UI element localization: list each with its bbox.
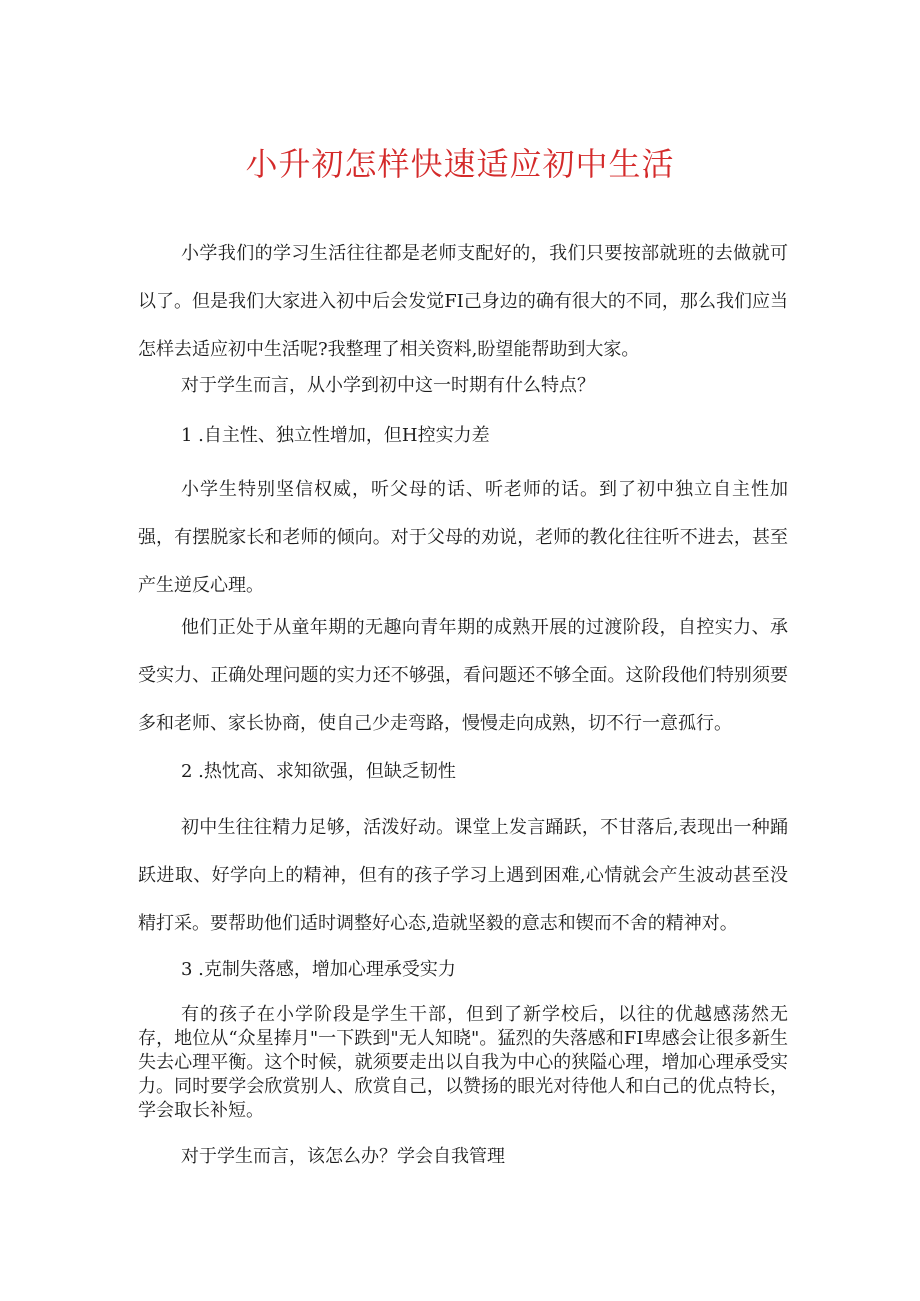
section-1-paragraph-b: 他们正处于从童年期的无趣向青年期的成熟开展的过渡阶段，自控实力、承受实力、正确处理问题的实力还不够强，看问题还不够全面。这阶段他们特别须要多和老师、家长协商，使自己少走弯路，慢慢走向成熟，切不行一意孤行。	[138, 617, 788, 734]
question-paragraph-2: 对于学生而言，该怎么办？学会自我管理	[181, 1146, 505, 1167]
intro-paragraph: 小学我们的学习生活往往都是老师支配好的，我们只要按部就班的去做就可以了。但是我们大家进入初中后会发觉FI己身边的确有很大的不同，那么我们应当怎样去适应初中生活呢?我整理了相关资料,盼望能帮助到大家。	[138, 243, 788, 360]
section-heading-1: 1 .自主性、独立性增加，但H控实力差	[181, 425, 490, 446]
section-heading-3: 3 .克制失落感，增加心理承受实力	[181, 959, 456, 980]
question-paragraph-1: 对于学生而言，从小学到初中这一时期有什么特点？	[181, 375, 595, 396]
section-1-paragraph-a: 小学生特别坚信权威，听父母的话、听老师的话。到了初中独立自主性加强，有摆脱家长和老师的倾向。对于父母的劝说，老师的教化往往听不进去，甚至产生逆反心理。	[138, 479, 788, 596]
section-3-paragraph: 有的孩子在小学阶段是学生干部，但到了新学校后，以往的优越感荡然无存，地位从“众星捧月"一下跌到"无人知晓"。猛烈的失落感和FI卑感会让很多新生失去心理平衡。这个时候，就须要走出以自我为中心的狭隘心理，增加心理承受实力。同时要学会欣赏别人、欣赏自己，以赞扬的眼光对待他人和白己的优点特长，学会取长补短。	[138, 1004, 788, 1121]
section-2-paragraph: 初中生往往精力足够，活泼好动。课堂上发言踊跃，不甘落后,表现出一种踊跃进取、好学向上的精神，但有的孩子学习上遇到困难,心情就会产生波动甚至没精打采。要帮助他们适时调整好心态,造就坚毅的意志和锲而不舍的精神对。	[138, 817, 788, 934]
page-title: 小升初怎样快速适应初中生活	[245, 145, 675, 183]
section-heading-2: 2 .热忱高、求知欲强，但缺乏韧性	[181, 761, 456, 782]
